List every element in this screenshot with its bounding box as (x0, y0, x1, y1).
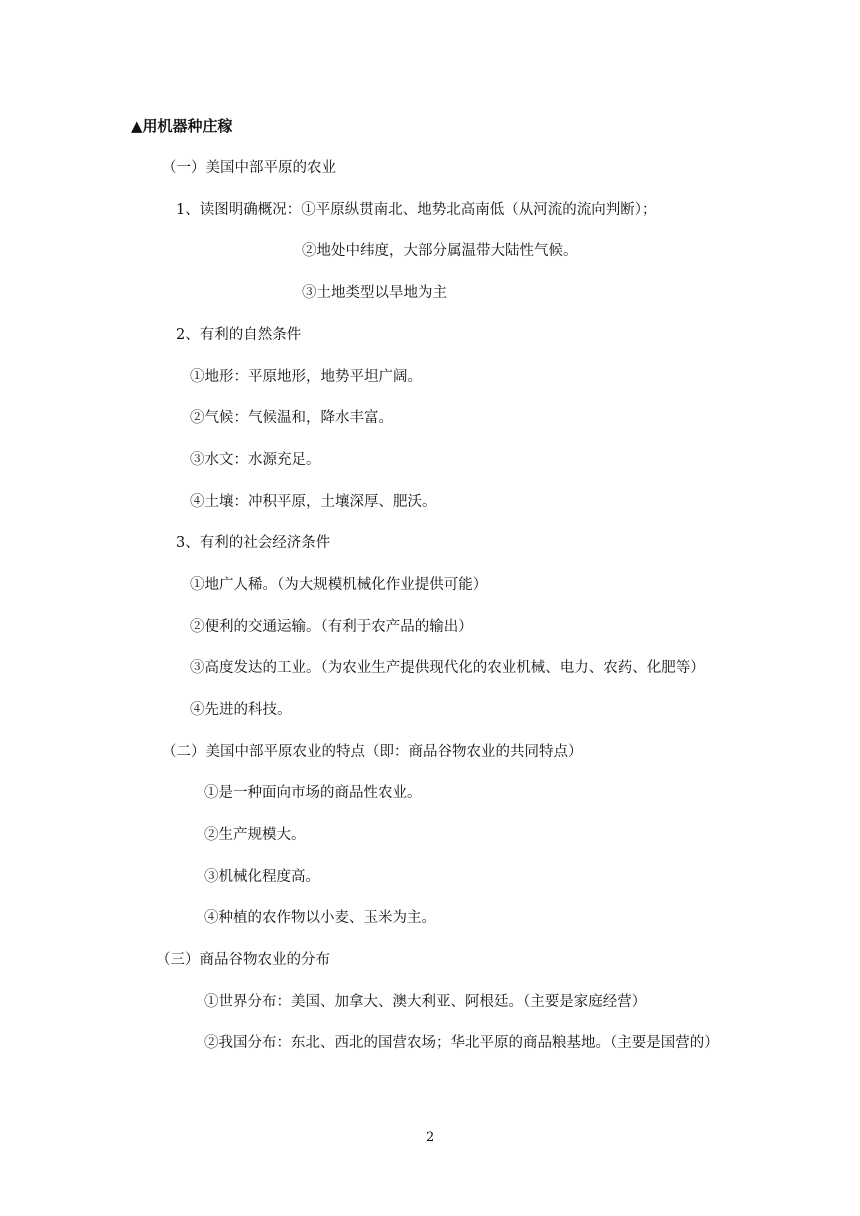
section1-item1-title: 1、读图明确概况：①平原纵贯南北、地势北高南低（从河流的流向判断）； (176, 202, 657, 218)
natural-condition-point: ④土壤：冲积平原，土壤深厚、肥沃。 (190, 494, 437, 510)
section1-item1-line2: ②地处中纬度，大部分属温带大陆性气候。 (302, 243, 578, 259)
economic-condition-point: ②便利的交通运输。（有利于农产品的输出） (190, 619, 473, 635)
page-number: 2 (426, 1130, 435, 1145)
section1-item2-title: 2、有利的自然条件 (176, 327, 302, 343)
distribution-point: ①世界分布：美国、加拿大、澳大利亚、阿根廷。（主要是家庭经营） (204, 994, 647, 1010)
section1-title: （一）美国中部平原的农业 (162, 160, 336, 176)
feature-point: ①是一种面向市场的商品性农业。 (204, 785, 422, 801)
feature-point: ③机械化程度高。 (204, 869, 320, 885)
section2-title: （二）美国中部平原农业的特点（即：商品谷物农业的共同特点） (162, 744, 583, 760)
feature-point: ②生产规模大。 (204, 827, 306, 843)
section-heading: ▲用机器种庄稼 (131, 117, 233, 135)
section1-item3-title: 3、有利的社会经济条件 (176, 535, 331, 551)
distribution-point: ②我国分布：东北、西北的国营农场；华北平原的商品粮基地。（主要是国营的） (204, 1035, 719, 1051)
section1-item1-line3: ③土地类型以旱地为主 (302, 285, 447, 301)
feature-point: ④种植的农作物以小麦、玉米为主。 (204, 910, 436, 926)
natural-condition-point: ③水文：水源充足。 (190, 452, 321, 468)
natural-condition-point: ②气候：气候温和，降水丰富。 (190, 410, 393, 426)
economic-condition-point: ③高度发达的工业。（为农业生产提供现代化的农业机械、电力、农药、化肥等） (190, 660, 705, 676)
economic-condition-point: ①地广人稀。（为大规模机械化作业提供可能） (190, 577, 488, 593)
natural-condition-point: ①地形：平原地形，地势平坦广阔。 (190, 369, 422, 385)
economic-condition-point: ④先进的科技。 (190, 702, 292, 718)
section3-title: （三）商品谷物农业的分布 (156, 952, 330, 968)
